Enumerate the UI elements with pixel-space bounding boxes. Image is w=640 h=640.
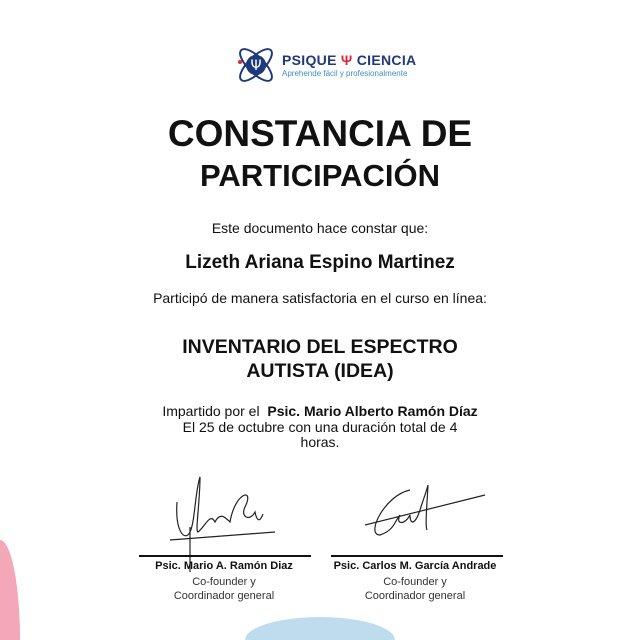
brand-left: PSIQUE <box>282 52 337 68</box>
course-title-line-1: INVENTARIO DEL ESPECTRO <box>182 336 458 358</box>
course-title-line-2: AUTISTA (IDEA) <box>246 360 394 382</box>
taught-by-label: Impartido por el <box>162 403 260 419</box>
participation-text: Participó de manera satisfactoria en el curso en línea: <box>153 290 487 306</box>
decorative-pink-circle <box>0 540 20 640</box>
atom-logo-icon <box>234 40 282 90</box>
brand-name <box>282 52 416 68</box>
signature-line-2 <box>331 555 503 557</box>
signature-line-1 <box>139 555 311 557</box>
instructor-name: Psic. Mario Alberto Ramón Díaz <box>267 403 478 419</box>
signer-1-role-2: Coordinador general <box>173 590 275 602</box>
signature-1-image <box>165 472 285 572</box>
svg-text:Ψ: Ψ <box>250 58 262 74</box>
title-line-2: PARTICIPACIÓN <box>200 158 440 193</box>
signer-2-role-2: Coordinador general <box>364 590 466 602</box>
brand-tagline: Aprehende fácil y profesionalmente <box>282 69 408 78</box>
signer-1-name: Psic. Mario A. Ramón Diaz <box>155 560 293 572</box>
decorative-blue-circle <box>245 617 395 640</box>
date-duration: El 25 de octubre con una duración total de 4 <box>182 419 458 435</box>
recipient-name: Lizeth Ariana Espino Martinez <box>185 252 455 273</box>
intro-text: Este documento hace constar que: <box>211 220 429 236</box>
signature-2-image <box>365 485 495 545</box>
date-duration-cont: horas. <box>300 434 340 450</box>
signer-2-role: Co-founder y <box>383 576 447 588</box>
signer-2-name: Psic. Carlos M. García Andrade <box>333 560 497 572</box>
signer-1-role: Co-founder y <box>192 576 256 588</box>
brand-right: CIENCIA <box>356 52 417 68</box>
title-line-1: CONSTANCIA DE <box>167 113 473 154</box>
brand-symbol: Ψ <box>340 52 353 68</box>
instructor-line <box>0 403 640 419</box>
